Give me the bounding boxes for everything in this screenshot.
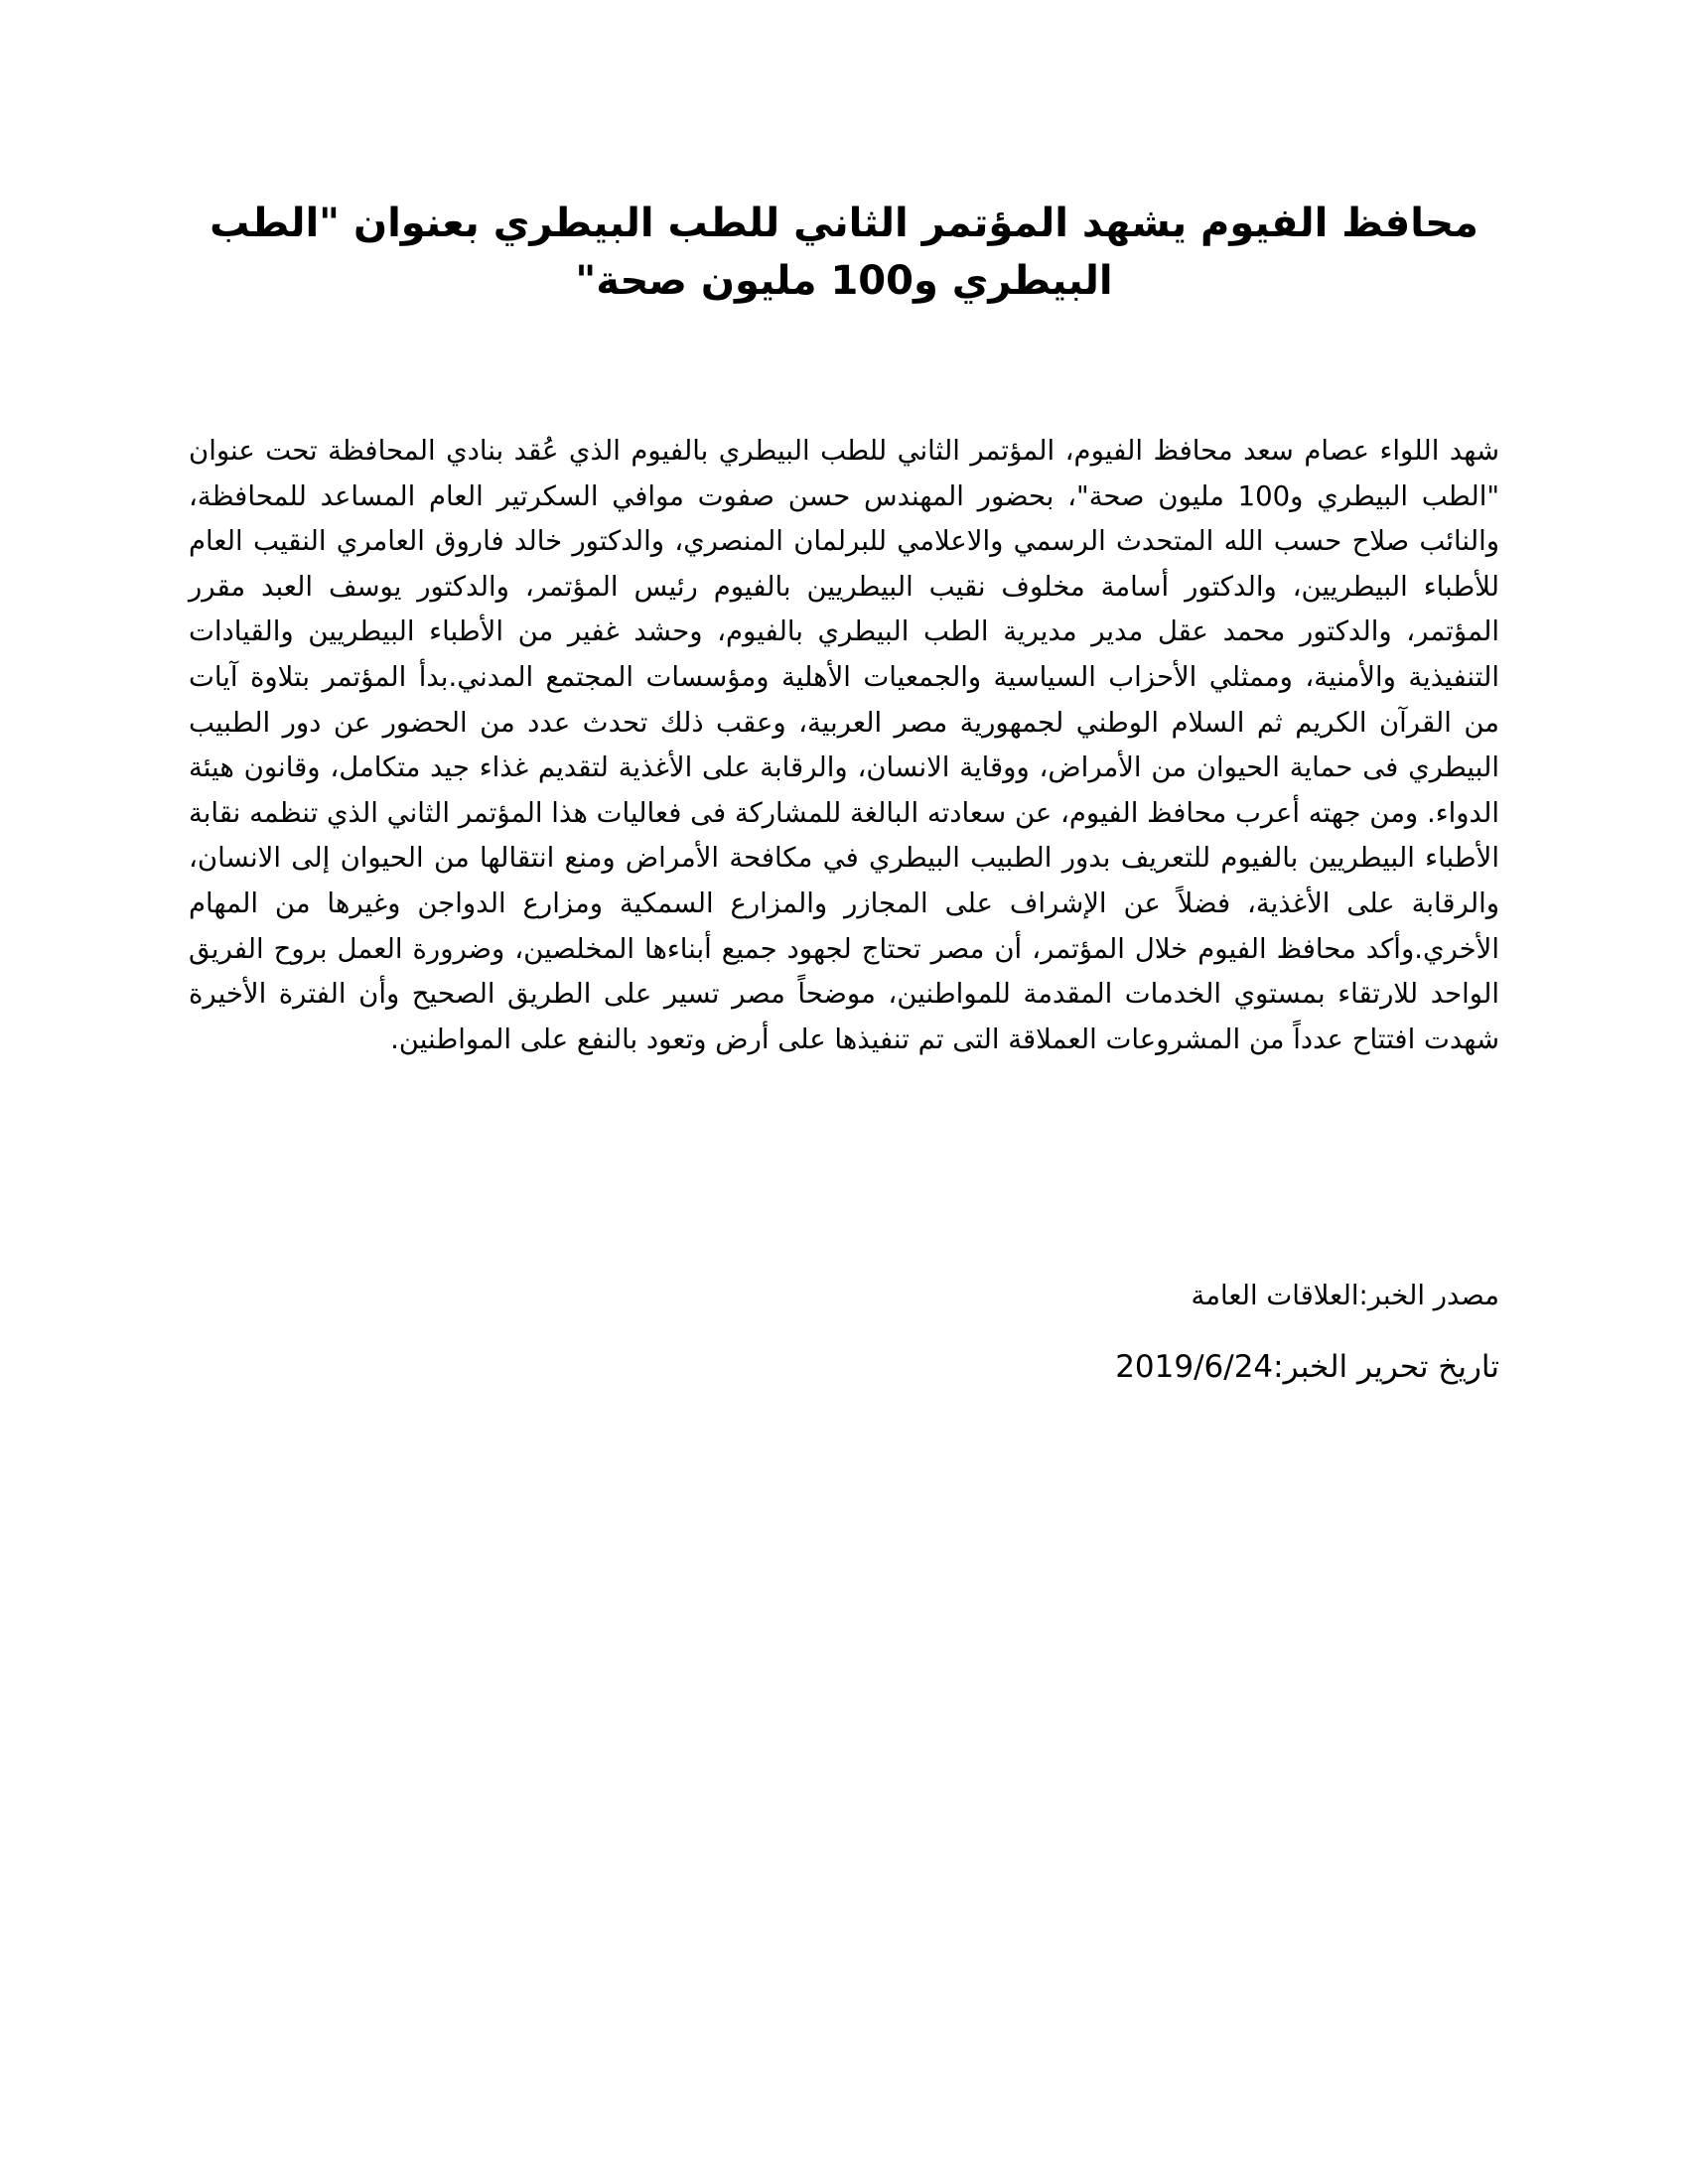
edit-date: تاريخ تحرير الخبر:2019/6/24 (1115, 1349, 1499, 1385)
news-source: مصدر الخبر:العلاقات العامة (1191, 1280, 1499, 1311)
page-title: محافظ الفيوم يشهد المؤتمر الثاني للطب البيطري بعنوان "الطب البيطري و100 مليون صحة" (210, 201, 1478, 304)
article-body: شهد اللواء عصام سعد محافظ الفيوم، المؤتمر الثاني للطب البيطري بالفيوم الذي عُقد بنادي المحافظة تحت عنوان "الطب البيطري و100 مليون صحة"، بحضور المهندس حسن صفوت موافي السكرتير العام المساعد للمحافظة، والنائب صلاح حسب الله المتحدث الرسمي والاعلامي للبرلمان المنصري، والدكتور خالد فاروق العامري النقيب العام للأطباء البيطريين، والدكتور أسامة مخلوف نقيب البيطريين بالفيوم رئيس المؤتمر، والدكتور يوسف العبد مقرر المؤتمر، والدكتور محمد عقل مدير مديرية الطب البيطري بالفيوم، وحشد غفير من الأطباء البيطريين والقيادات التنفيذية والأمنية، وممثلي الأحزاب السياسية والجمعيات الأهلية ومؤسسات المجتمع المدني.بدأ المؤتمر بتلاوة آيات من القرآن الكريم ثم السلام الوطني لجمهورية مصر العربية، وعقب ذلك تحدث عدد من الحضور عن دور الطبيب البيطري فى حماية الحيوان من الأمراض، ووقاية الانسان، والرقابة على الأغذية لتقديم غذاء جيد متكامل، وقانون هيئة الدواء. ومن جهته أعرب محافظ الفيوم، عن سعادته البالغة للمشاركة فى فعاليات هذا المؤتمر الثاني الذي تنظمه نقابة الأطباء البيطريين بالفيوم للتعريف بدور الطبيب البيطري في مكافحة الأمراض ومنع انتقالها من الحيوان إلى الانسان، والرقابة على الأغذية، فضلاً عن الإشراف على المجازر والمزارع السمكية ومزارع الدواجن وغيرها من المهام الأخري.وأكد محافظ الفيوم خلال المؤتمر، أن مصر تحتاج لجهود جميع أبناءها المخلصين، وضرورة العمل بروح الفريق الواحد للارتقاء بمستوي الخدمات المقدمة للمواطنين، موضحاً مصر تسير على الطريق الصحيح وأن الفترة الأخيرة شهدت افتتاح عدداً من المشروعات العملاقة التى تم تنفيذها على أرض وتعود بالنفع على المواطنين. (188, 435, 1499, 1055)
document-page (189, 0, 1499, 2184)
